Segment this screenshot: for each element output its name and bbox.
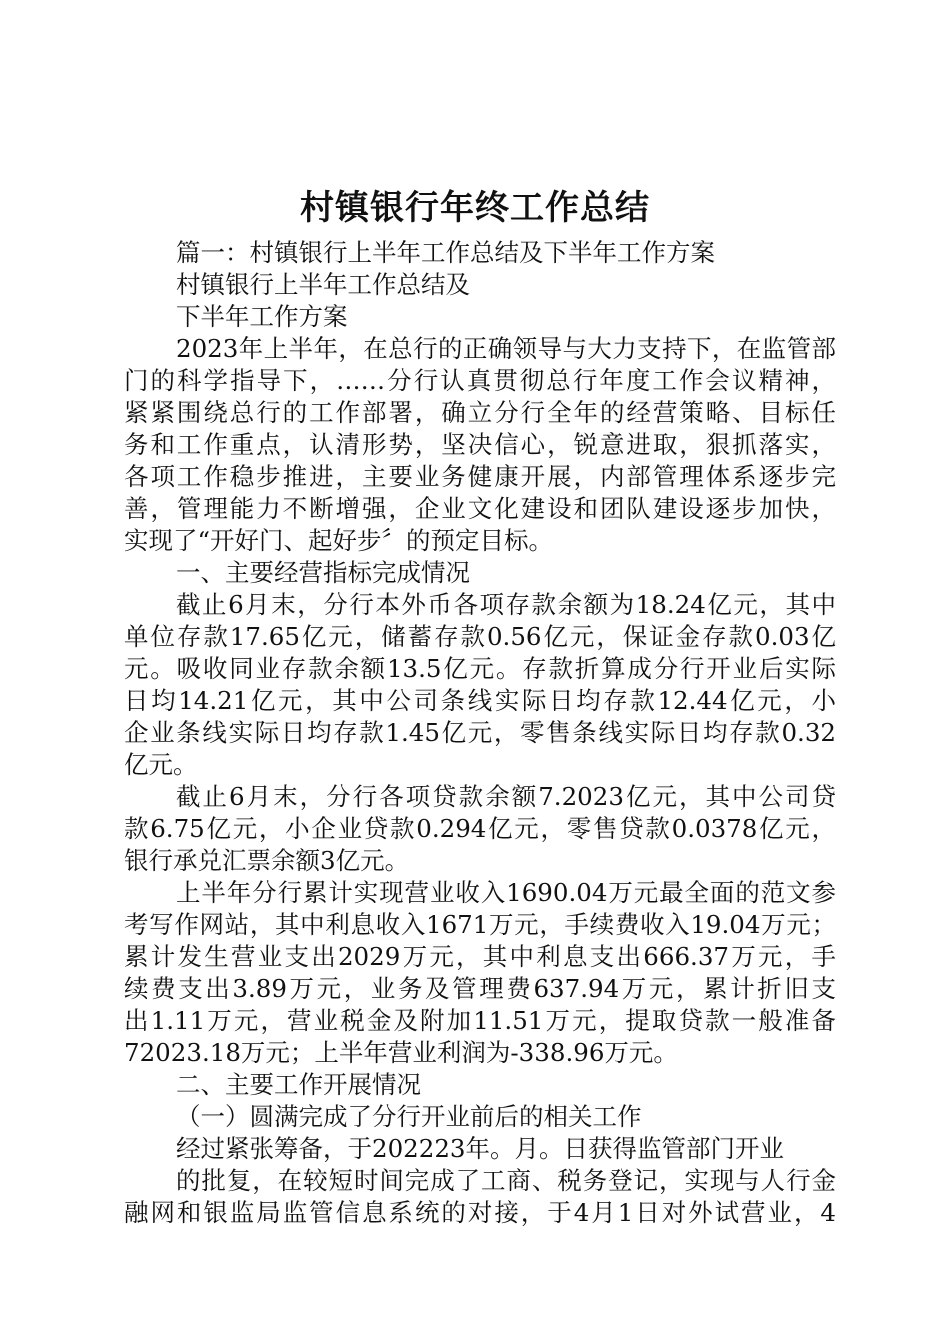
text-line: 款6.75亿元，小企业贷款0.294亿元，零售贷款0.0378亿元，	[124, 814, 836, 843]
text-line: 截止6月末，分行本外币各项存款余额为18.24亿元，其中	[176, 590, 836, 619]
text-line: 考写作网站，其中利息收入1671万元，手续费收入19.04万元；	[124, 910, 836, 939]
text-line: 续费支出3.89万元，业务及管理费637.94万元，累计折旧支	[124, 974, 836, 1003]
text-line-section-heading: 篇一：村镇银行上半年工作总结及下半年工作方案	[176, 238, 715, 267]
text-line: 善，管理能力不断增强，企业文化建设和团队建设逐步加快，	[124, 494, 836, 523]
text-line: 门的科学指导下，……分行认真贯彻总行年度工作会议精神，	[124, 366, 836, 395]
text-line: 上半年分行累计实现营业收入1690.04万元最全面的范文参	[176, 878, 836, 907]
text-line: 各项工作稳步推进，主要业务健康开展，内部管理体系逐步完	[124, 462, 836, 491]
text-line-subtitle-2: 下半年工作方案	[176, 302, 348, 331]
heading-main-work: 二、主要工作开展情况	[176, 1070, 421, 1099]
heading-subsection-1: （一）圆满完成了分行开业前后的相关工作	[176, 1102, 642, 1131]
text-line: 元。吸收同业存款余额13.5亿元。存款折算成分行开业后实际	[124, 654, 836, 683]
text-line: 亿元。	[124, 750, 198, 779]
text-line: 务和工作重点，认清形势，坚决信心，锐意进取，狠抓落实，	[124, 430, 836, 459]
text-line: 银行承兑汇票余额3亿元。	[124, 846, 410, 875]
text-line: 融网和银监局监管信息系统的对接，于4月1日对外试营业，4	[124, 1198, 836, 1227]
text-line: 日均14.21亿元，其中公司条线实际日均存款12.44亿元，小	[124, 686, 836, 715]
text-line: 72023.18万元；上半年营业利润为-338.96万元。	[124, 1038, 678, 1067]
text-line: 紧紧围绕总行的工作部署，确立分行全年的经营策略、目标任	[124, 398, 836, 427]
heading-main-indicators: 一、主要经营指标完成情况	[176, 558, 470, 587]
text-line-subtitle-1: 村镇银行上半年工作总结及	[176, 270, 470, 299]
text-line: 截止6月末，分行各项贷款余额7.2023亿元，其中公司贷	[176, 782, 836, 811]
document-title: 村镇银行年终工作总结	[300, 188, 650, 228]
text-line: 单位存款17.65亿元，储蓄存款0.56亿元，保证金存款0.03亿	[124, 622, 836, 651]
text-line: 的批复，在较短时间完成了工商、税务登记，实现与人行金	[176, 1166, 836, 1195]
text-line: 累计发生营业支出2029万元，其中利息支出666.37万元，手	[124, 942, 836, 971]
text-line: 实现了“开好门、起好步〞的预定目标。	[124, 526, 554, 555]
text-line: 经过紧张筹备，于202223年。月。日获得监管部门开业	[176, 1134, 785, 1163]
text-line: 企业条线实际日均存款1.45亿元，零售条线实际日均存款0.32	[124, 718, 836, 747]
text-line: 2023年上半年，在总行的正确领导与大力支持下，在监管部	[176, 334, 836, 363]
text-line: 出1.11万元，营业税金及附加11.51万元，提取贷款一般准备	[124, 1006, 836, 1035]
